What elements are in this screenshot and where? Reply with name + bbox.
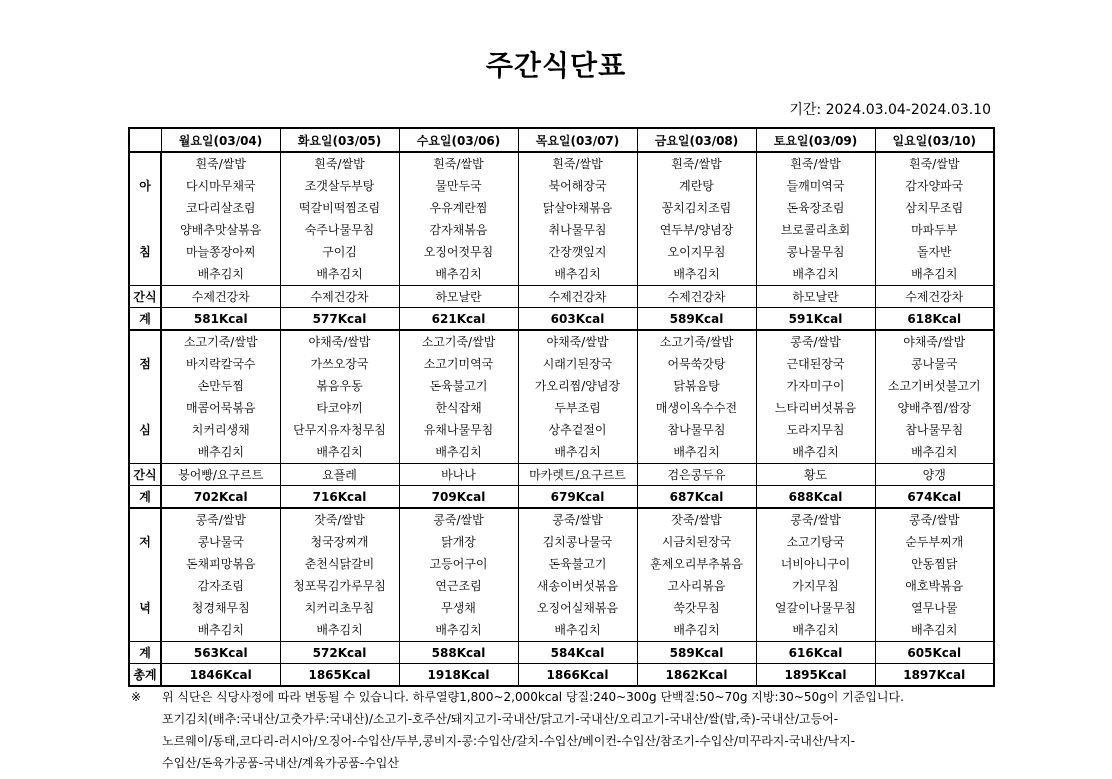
dinner-cell: [637, 508, 756, 642]
lunch-snack-cell: 붕어빵/요구르트: [161, 464, 280, 486]
dinner-kcal-cell: 584Kcal: [518, 642, 637, 664]
menu-item: 흰죽/쌀밥: [314, 157, 365, 171]
menu-item: 가오리찜/양념장: [534, 379, 621, 393]
day-header: 목요일(03/07): [518, 128, 637, 152]
dinner-kcal-cell: 563Kcal: [161, 642, 280, 664]
weekly-menu-table: [128, 127, 995, 687]
menu-item: 상추겉절이: [548, 423, 607, 437]
menu-item: 손만두찜: [197, 379, 244, 393]
lunch-cell: [518, 330, 637, 464]
breakfast-kcal-cell: 577Kcal: [280, 308, 399, 331]
lunch-kcal-cell: 702Kcal: [161, 486, 280, 509]
menu-item: 흰죽/쌀밥: [790, 157, 841, 171]
breakfast-kcal-row: [129, 308, 994, 331]
dinner-kcal-row: [129, 642, 994, 664]
total-kcal-cell: 1895Kcal: [756, 664, 875, 687]
menu-item: 마늘쫑장아찌: [185, 245, 256, 259]
breakfast-cell: [161, 152, 280, 286]
breakfast-label: [129, 152, 161, 286]
menu-item: 배추김치: [197, 267, 244, 281]
dinner-row: [129, 508, 994, 642]
notes: [131, 686, 1011, 774]
breakfast-cell: [875, 152, 994, 286]
total-kcal-cell: 1897Kcal: [875, 664, 994, 687]
menu-item: 배추김치: [673, 623, 720, 637]
breakfast-snack-row: [129, 286, 994, 308]
menu-item: 소고기탕국: [786, 535, 845, 549]
lunch-label: [129, 330, 161, 464]
menu-item: 소고기버섯불고기: [887, 379, 981, 393]
menu-item: 청국장찌개: [310, 535, 369, 549]
lunch-snack-cell: 황도: [756, 464, 875, 486]
menu-item: 배추김치: [673, 445, 720, 459]
menu-item: 야채죽/쌀밥: [903, 335, 966, 349]
menu-item: 배추김치: [792, 623, 839, 637]
day-header: 월요일(03/04): [161, 128, 280, 152]
lunch-kcal-row: [129, 486, 994, 509]
dinner-label: [129, 508, 161, 642]
menu-item: 가자미구이: [786, 379, 845, 393]
breakfast-snack-cell: 수제건강차: [280, 286, 399, 308]
day-header: 수요일(03/06): [399, 128, 518, 152]
menu-item: 다시마무채국: [185, 179, 256, 193]
menu-item: 콩나물국: [197, 535, 244, 549]
menu-item: 흰죽/쌀밥: [195, 157, 246, 171]
dinner-cell: [875, 508, 994, 642]
menu-item: 닭볶음탕: [673, 379, 720, 393]
menu-item: 돈채피망볶음: [185, 557, 256, 571]
menu-item: 콩죽/쌀밥: [909, 513, 960, 527]
lunch-cell: [280, 330, 399, 464]
menu-item: 콩나물무침: [786, 245, 845, 259]
menu-item: 잣죽/쌀밥: [314, 513, 365, 527]
header-row: [129, 128, 994, 152]
day-header: 토요일(03/09): [756, 128, 875, 152]
menu-item: 배추김치: [197, 623, 244, 637]
menu-item: 배추김치: [911, 445, 958, 459]
menu-item: 도라지무침: [786, 423, 845, 437]
menu-item: 너비아니구이: [780, 557, 851, 571]
menu-item: 오징어실채볶음: [536, 601, 619, 615]
menu-item: 근대된장국: [786, 357, 845, 371]
menu-item: 바지락칼국수: [185, 357, 256, 371]
menu-item: 배추김치: [554, 623, 601, 637]
menu-item: 청경채무침: [191, 601, 250, 615]
lunch-cell: [399, 330, 518, 464]
menu-item: 마파두부: [911, 223, 958, 237]
menu-item: 소고기죽/쌀밥: [421, 335, 496, 349]
menu-item: 북어해장국: [548, 179, 607, 193]
menu-item: 들깨미역국: [786, 179, 845, 193]
menu-item: 오이지무침: [667, 245, 726, 259]
menu-item: 쑥갓무침: [673, 601, 720, 615]
lunch-snack-cell: 검은콩두유: [637, 464, 756, 486]
lunch-kcal-cell: 687Kcal: [637, 486, 756, 509]
menu-item: 흰죽/쌀밥: [552, 157, 603, 171]
breakfast-cell: [518, 152, 637, 286]
breakfast-snack-cell: 수제건강차: [518, 286, 637, 308]
total-kcal-cell: 1866Kcal: [518, 664, 637, 687]
menu-item: 김치콩나물국: [542, 535, 613, 549]
menu-item: 콩죽/쌀밥: [790, 335, 841, 349]
dinner-kcal-cell: 616Kcal: [756, 642, 875, 664]
menu-item: 감자양파국: [905, 179, 964, 193]
breakfast-cell: [280, 152, 399, 286]
menu-item: 배추김치: [435, 267, 482, 281]
dinner-cell: [756, 508, 875, 642]
breakfast-snack-label: 간식: [129, 286, 161, 308]
menu-item: 연근조림: [435, 579, 482, 593]
menu-item: 소고기죽/쌀밥: [183, 335, 258, 349]
lunch-snack-cell: 양갱: [875, 464, 994, 486]
menu-item: 고등어구이: [429, 557, 488, 571]
lunch-label-top: 점: [139, 357, 151, 371]
breakfast-cell: [399, 152, 518, 286]
menu-item: 콩죽/쌀밥: [790, 513, 841, 527]
lunch-cell: [756, 330, 875, 464]
menu-item: 배추김치: [911, 623, 958, 637]
menu-item: 참나물무침: [905, 423, 964, 437]
note-line: 수입산/돈육가공품-국내산/계육가공품-수입산: [162, 756, 399, 770]
menu-item: 순두부찌개: [905, 535, 964, 549]
lunch-snack-label: 간식: [129, 464, 161, 486]
day-header: 금요일(03/08): [637, 128, 756, 152]
menu-item: 타코야끼: [316, 401, 363, 415]
menu-item: 닭살야채볶음: [542, 201, 613, 215]
menu-item: 한식잡채: [435, 401, 482, 415]
menu-item: 연두부/양념장: [659, 223, 734, 237]
breakfast-snack-cell: 수제건강차: [161, 286, 280, 308]
menu-item: 오징어젓무침: [423, 245, 494, 259]
menu-item: 삼치무조림: [905, 201, 964, 215]
menu-item: 흰죽/쌀밥: [433, 157, 484, 171]
period-label: 기간: 2024.03.04-2024.03.10: [789, 102, 991, 118]
breakfast-snack-cell: 하모날란: [756, 286, 875, 308]
menu-item: 애호박볶음: [905, 579, 964, 593]
menu-item: 계란탕: [679, 179, 714, 193]
menu-item: 구이김: [322, 245, 357, 259]
breakfast-kcal-cell: 621Kcal: [399, 308, 518, 331]
lunch-snack-row: [129, 464, 994, 486]
lunch-kcal-cell: 716Kcal: [280, 486, 399, 509]
menu-item: 취나물무침: [548, 223, 607, 237]
dinner-kcal-cell: 588Kcal: [399, 642, 518, 664]
menu-item: 양배추맛살볶음: [180, 223, 262, 237]
menu-item: 춘천식닭갈비: [304, 557, 375, 571]
menu-item: 배추김치: [316, 623, 363, 637]
lunch-cell: [875, 330, 994, 464]
breakfast-snack-cell: 하모날란: [399, 286, 518, 308]
menu-item: 콩죽/쌀밥: [433, 513, 484, 527]
menu-item: 참나물무침: [667, 423, 726, 437]
menu-item: 두부조림: [554, 401, 601, 415]
menu-item: 어묵쑥갓탕: [667, 357, 726, 371]
lunch-label-bottom: 심: [139, 423, 151, 437]
total-kcal-cell: 1918Kcal: [399, 664, 518, 687]
breakfast-snack-cell: 수제건강차: [637, 286, 756, 308]
menu-item: 훈제오리부추볶음: [650, 557, 743, 571]
menu-item: 배추김치: [911, 267, 958, 281]
menu-item: 배추김치: [197, 445, 244, 459]
menu-item: 배추김치: [554, 445, 601, 459]
note-line: 위 식단은 식당사정에 따라 변동될 수 있습니다. 하루열량1,800~2,000kcal 당질:240~300g 단백질:50~70g 지방:30~50g이 기준입니다.: [162, 690, 904, 704]
menu-item: 가지무침: [792, 579, 839, 593]
menu-item: 숙주나물무침: [304, 223, 375, 237]
day-header: 화요일(03/05): [280, 128, 399, 152]
dinner-kcal-cell: 605Kcal: [875, 642, 994, 664]
menu-item: 치커리생채: [191, 423, 250, 437]
note-line: 노르웨이/동태,코다리-러시아/오징어-수입산/두부,콩비지-콩:수입산/갈치-수입산/베이컨-수입산/참조기-수입산/미꾸라지-국내산/낙지-: [162, 734, 856, 748]
menu-item: 닭개장: [441, 535, 476, 549]
menu-item: 조갯살두부탕: [304, 179, 375, 193]
menu-item: 콩죽/쌀밥: [195, 513, 246, 527]
menu-item: 콩나물국: [911, 357, 958, 371]
lunch-row: [129, 330, 994, 464]
page-title: 주간식단표: [485, 49, 627, 82]
lunch-cell: [161, 330, 280, 464]
menu-item: 볶음우동: [316, 379, 363, 393]
breakfast-label-top: 아: [139, 179, 151, 193]
menu-item: 야채죽/쌀밥: [546, 335, 609, 349]
menu-item: 콩죽/쌀밥: [552, 513, 603, 527]
menu-item: 배추김치: [316, 267, 363, 281]
lunch-kcal-cell: 709Kcal: [399, 486, 518, 509]
day-header: 일요일(03/10): [875, 128, 994, 152]
breakfast-snack-cell: 수제건강차: [875, 286, 994, 308]
breakfast-cell: [756, 152, 875, 286]
menu-item: 감자조림: [197, 579, 244, 593]
menu-item: 매생이옥수수전: [655, 401, 738, 415]
breakfast-kcal-cell: 581Kcal: [161, 308, 280, 331]
lunch-kcal-cell: 679Kcal: [518, 486, 637, 509]
dinner-kcal-cell: 589Kcal: [637, 642, 756, 664]
menu-item: 야채죽/쌀밥: [308, 335, 371, 349]
dinner-kcal-cell: 572Kcal: [280, 642, 399, 664]
menu-item: 꽁치김치조림: [661, 201, 732, 215]
menu-item: 고사리볶음: [667, 579, 726, 593]
breakfast-kcal-label: 계: [129, 308, 161, 331]
total-kcal-label: 총계: [129, 664, 161, 687]
note-mark: ※: [131, 690, 142, 704]
menu-item: 코다리살조림: [185, 201, 256, 215]
menu-item: 가쓰오장국: [310, 357, 369, 371]
menu-item: 양배추찜/쌈장: [897, 401, 972, 415]
menu-item: 흰죽/쌀밥: [909, 157, 960, 171]
menu-item: 브로콜리초회: [780, 223, 851, 237]
menu-item: 물만두국: [435, 179, 482, 193]
menu-item: 흰죽/쌀밥: [671, 157, 722, 171]
menu-item: 간장깻잎지: [548, 245, 607, 259]
dinner-cell: [161, 508, 280, 642]
lunch-snack-cell: 요플레: [280, 464, 399, 486]
menu-item: 돈육불고기: [548, 557, 607, 571]
menu-item: 시래기된장국: [542, 357, 613, 371]
lunch-snack-cell: 마카렛트/요구르트: [518, 464, 637, 486]
lunch-kcal-cell: 674Kcal: [875, 486, 994, 509]
lunch-cell: [637, 330, 756, 464]
menu-item: 매콤어묵볶음: [185, 401, 256, 415]
total-kcal-row: [129, 664, 994, 687]
menu-item: 배추김치: [554, 267, 601, 281]
breakfast-kcal-cell: 591Kcal: [756, 308, 875, 331]
breakfast-kcal-cell: 589Kcal: [637, 308, 756, 331]
menu-item: 치커리초무침: [304, 601, 375, 615]
menu-item: 무생채: [441, 601, 476, 615]
dinner-label-top: 저: [139, 535, 151, 549]
breakfast-cell: [637, 152, 756, 286]
menu-item: 단무지유자청무침: [293, 423, 386, 437]
menu-item: 잣죽/쌀밥: [671, 513, 722, 527]
note-line: 포기김치(배추:국내산/고춧가루:국내산)/소고기-호주산/돼지고기-국내산/닭고기-국내산/오리고기-국내산/쌀(밥,죽)-국내산/고등어-: [162, 712, 839, 726]
menu-item: 돌자반: [916, 245, 952, 259]
menu-item: 배추김치: [792, 267, 839, 281]
breakfast-row: [129, 152, 994, 286]
menu-item: 배추김치: [435, 623, 482, 637]
menu-item: 돈육장조림: [786, 201, 845, 215]
menu-item: 소고기미역국: [423, 357, 494, 371]
menu-item: 배추김치: [435, 445, 482, 459]
menu-item: 떡갈비떡찜조림: [298, 201, 381, 215]
lunch-kcal-label: 계: [129, 486, 161, 509]
dinner-cell: [518, 508, 637, 642]
menu-item: 유채나물무침: [423, 423, 494, 437]
dinner-label-bottom: 녁: [139, 601, 151, 615]
menu-item: 시금치된장국: [661, 535, 732, 549]
menu-item: 얼갈이나물무침: [774, 601, 857, 615]
breakfast-kcal-cell: 603Kcal: [518, 308, 637, 331]
corner-cell: [129, 128, 161, 152]
dinner-cell: [399, 508, 518, 642]
menu-item: 배추김치: [792, 445, 839, 459]
total-kcal-cell: 1862Kcal: [637, 664, 756, 687]
breakfast-kcal-cell: 618Kcal: [875, 308, 994, 331]
menu-item: 배추김치: [316, 445, 363, 459]
lunch-kcal-cell: 688Kcal: [756, 486, 875, 509]
menu-item: 감자채볶음: [429, 223, 488, 237]
total-kcal-cell: 1846Kcal: [161, 664, 280, 687]
menu-item: 소고기죽/쌀밥: [659, 335, 734, 349]
menu-item: 새송이버섯볶음: [536, 579, 619, 593]
menu-item: 열무나물: [911, 601, 958, 615]
menu-item: 안동찜닭: [911, 557, 958, 571]
dinner-cell: [280, 508, 399, 642]
lunch-snack-cell: 바나나: [399, 464, 518, 486]
menu-item: 느타리버섯볶음: [774, 401, 857, 415]
menu-item: 우유계란찜: [429, 201, 488, 215]
dinner-kcal-label: 계: [129, 642, 161, 664]
menu-item: 돈육불고기: [429, 379, 488, 393]
breakfast-label-bottom: 침: [139, 245, 151, 259]
menu-item: 청포묵김가루무침: [293, 579, 386, 593]
total-kcal-cell: 1865Kcal: [280, 664, 399, 687]
menu-item: 배추김치: [673, 267, 720, 281]
